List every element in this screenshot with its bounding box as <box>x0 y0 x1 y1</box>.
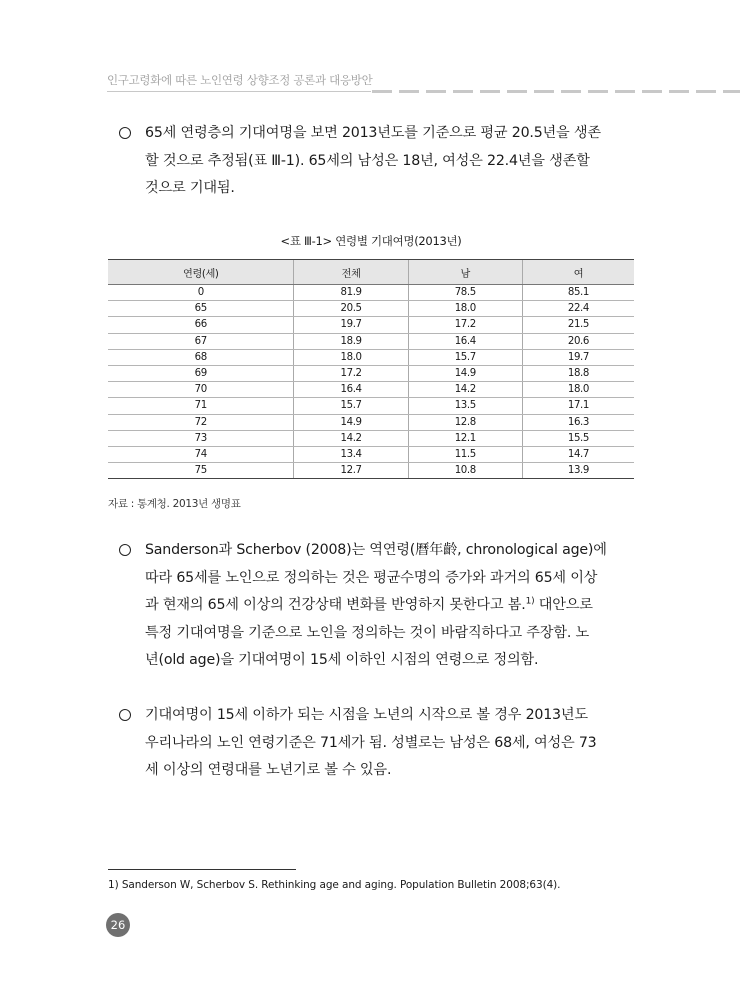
table-row <box>108 430 634 446</box>
table-row <box>108 414 634 430</box>
table-cell: 10.8 <box>408 463 522 479</box>
table-cell: 18.0 <box>522 382 634 398</box>
table-cell: 70 <box>108 382 294 398</box>
table-cell: 21.5 <box>522 317 634 333</box>
paragraph-line: 년(old age)을 기대여명이 15세 이하인 시점의 연령으로 정의함. <box>145 652 539 668</box>
table-row <box>108 382 634 398</box>
table-row <box>108 301 634 317</box>
table-cell: 85.1 <box>522 285 634 301</box>
running-header <box>0 66 740 96</box>
table-cell: 19.7 <box>294 317 408 333</box>
bullet-paragraph-1 <box>113 120 638 203</box>
table-cell: 15.5 <box>522 430 634 446</box>
paragraph-line: 것으로 기대됨. <box>145 180 235 196</box>
table-cell: 17.2 <box>408 317 522 333</box>
table-cell: 69 <box>108 366 294 382</box>
table-cell: 65 <box>108 301 294 317</box>
table-cell: 16.4 <box>294 382 408 398</box>
table-cell: 20.5 <box>294 301 408 317</box>
table-cell: 13.9 <box>522 463 634 479</box>
table-cell: 12.8 <box>408 414 522 430</box>
table-cell: 16.4 <box>408 333 522 349</box>
table-row <box>108 333 634 349</box>
paragraph-line: Sanderson과 Scherbov (2008)는 역연령(曆年齡, chronological age)에 <box>145 542 607 558</box>
paragraph-line <box>113 592 638 620</box>
paragraph-line: 우리나라의 노인 연령기준은 71세가 됨. 성별로는 남성은 68세, 여성은 73 <box>145 734 597 751</box>
table-cell: 74 <box>108 447 294 463</box>
running-header-title: 인구고령화에 따른 노인연령 상향조정 공론과 대응방안 <box>107 73 373 87</box>
bullet-paragraph-2 <box>113 537 638 675</box>
table-source: 자료 : 통계청. 2013년 생명표 <box>108 498 241 510</box>
table-row <box>108 349 634 365</box>
paragraph-text: 대안으로 <box>534 597 593 613</box>
table-cell: 14.9 <box>294 414 408 430</box>
table-row <box>108 366 634 382</box>
table-cell: 17.1 <box>522 398 634 414</box>
table-cell: 68 <box>108 349 294 365</box>
table-cell: 14.9 <box>408 366 522 382</box>
paragraph-line: 65세 연령층의 기대여명을 보면 2013년도를 기준으로 평균 20.5년을 생존 <box>145 125 601 141</box>
table-cell: 13.5 <box>408 398 522 414</box>
table-cell: 73 <box>108 430 294 446</box>
table-cell: 14.2 <box>294 430 408 446</box>
table-cell: 19.7 <box>522 349 634 365</box>
paragraph-text: 과 현재의 65세 이상의 건강상태 변화를 반영하지 못한다고 봄. <box>145 597 526 613</box>
table-cell: 78.5 <box>408 285 522 301</box>
header-dashed-rule <box>372 90 740 93</box>
paragraph-line: 세 이상의 연령대를 노년기로 볼 수 있음. <box>145 762 392 778</box>
table-cell: 16.3 <box>522 414 634 430</box>
header-rule <box>107 91 371 92</box>
footnote-divider <box>108 869 296 870</box>
table-row <box>108 317 634 333</box>
table-caption: <표 Ⅲ-1> 연령별 기대여명(2013년) <box>280 234 462 248</box>
column-header-male: 남 <box>408 260 522 285</box>
table-cell: 12.7 <box>294 463 408 479</box>
table-cell: 81.9 <box>294 285 408 301</box>
table-row <box>108 285 634 301</box>
circle-bullet-icon <box>119 127 131 139</box>
table-row <box>108 463 634 479</box>
footnote-text: 1) Sanderson W, Scherbov S. Rethinking age and aging. Population Bulletin 2008;63(4). <box>108 879 561 891</box>
table-cell: 18.9 <box>294 333 408 349</box>
table-cell: 67 <box>108 333 294 349</box>
page-number-badge: 26 <box>106 913 130 937</box>
table-cell: 22.4 <box>522 301 634 317</box>
table-cell: 12.1 <box>408 430 522 446</box>
circle-bullet-icon <box>119 709 131 721</box>
table-cell: 18.8 <box>522 366 634 382</box>
table-row <box>108 398 634 414</box>
column-header-female: 여 <box>522 260 634 285</box>
table-cell: 0 <box>108 285 294 301</box>
footnote-reference[interactable]: 1) <box>525 596 535 607</box>
table-cell: 14.2 <box>408 382 522 398</box>
table-cell: 72 <box>108 414 294 430</box>
table-cell: 18.0 <box>294 349 408 365</box>
column-header-total: 전체 <box>294 260 408 285</box>
table-cell: 11.5 <box>408 447 522 463</box>
table-cell: 18.0 <box>408 301 522 317</box>
bullet-paragraph-3 <box>113 702 638 785</box>
table-cell: 66 <box>108 317 294 333</box>
table-cell: 20.6 <box>522 333 634 349</box>
table-cell: 15.7 <box>408 349 522 365</box>
paragraph-line: 기대여명이 15세 이하가 되는 시점을 노년의 시작으로 볼 경우 2013년도 <box>145 707 588 723</box>
table-cell: 75 <box>108 463 294 479</box>
table-cell: 71 <box>108 398 294 414</box>
circle-bullet-icon <box>119 544 131 556</box>
column-header-age: 연령(세) <box>108 260 294 285</box>
paragraph-line: 따라 65세를 노인으로 정의하는 것은 평균수명의 증가와 과거의 65세 이상 <box>145 569 598 586</box>
table-header-row <box>108 260 634 285</box>
table-cell: 13.4 <box>294 447 408 463</box>
table-row <box>108 447 634 463</box>
paragraph-line: 특정 기대여명을 기준으로 노인을 정의하는 것이 바람직하다고 주장함. 노 <box>145 624 589 641</box>
life-expectancy-table <box>108 259 634 479</box>
paragraph-line: 할 것으로 추정됨(표 Ⅲ-1). 65세의 남성은 18년, 여성은 22.4년을 생존할 <box>145 152 590 169</box>
table-cell: 15.7 <box>294 398 408 414</box>
table-cell: 14.7 <box>522 447 634 463</box>
table-cell: 17.2 <box>294 366 408 382</box>
